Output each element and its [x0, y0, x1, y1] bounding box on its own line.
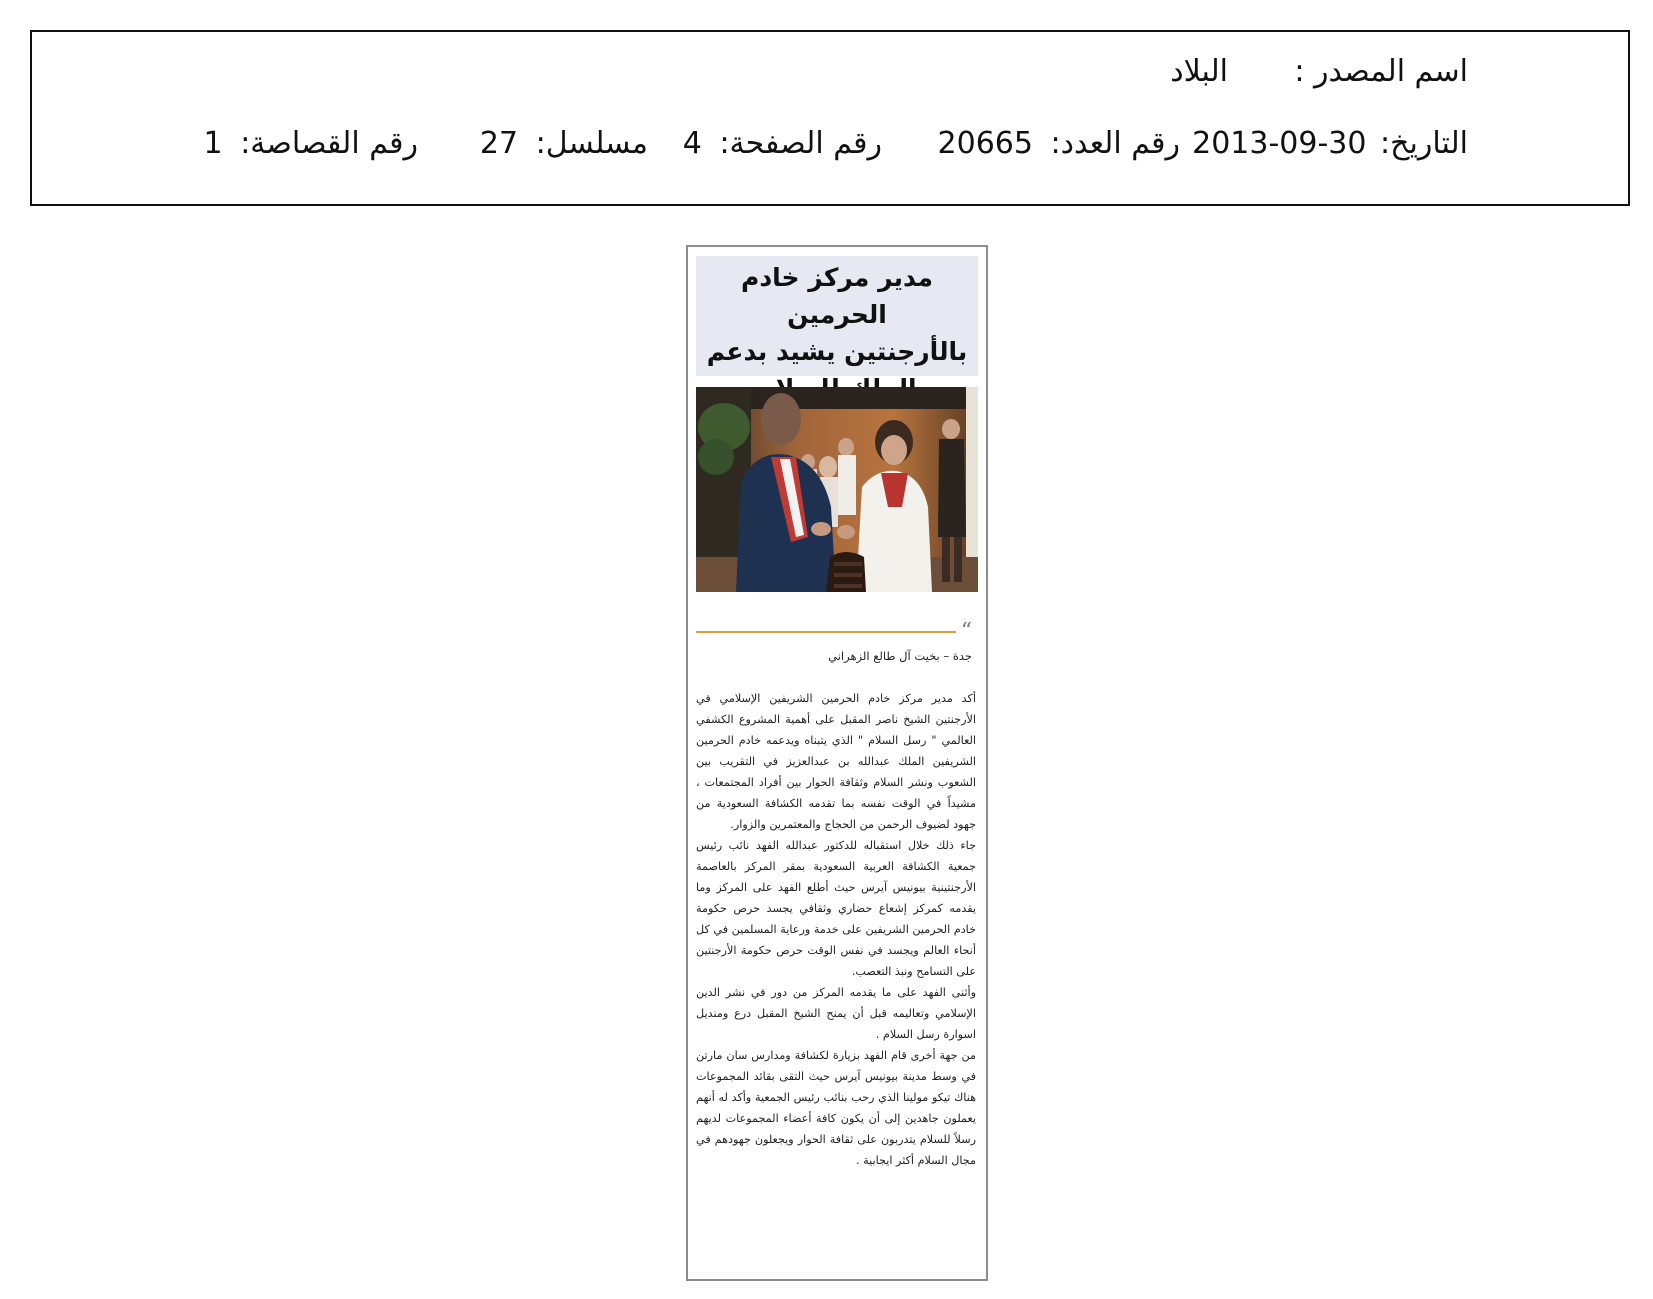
issue-value: 20665 — [937, 126, 1033, 161]
headline-line-2: بالأرجنتين يشيد بدعم — [706, 337, 968, 366]
article-paragraph: من جهة أخرى قام الفهد بزيارة لكشافة ومدارس سان مارتن في وسط مدينة بيونيس آيرس حيث التقى بقائد المجموعات هناك تيكو مولينا الذي رحب بنائب رئيس الجمعية وأكد له أنهم يعملون جاهدين إلى أن يكون كافة أعضاء المجموعات لديهم رسلاً للسلام يتدربون على ثقافة الحوار ويجعلون جهودهم في مجال السلام أكثر ايجابية . — [696, 1049, 976, 1167]
issue-field — [938, 126, 1180, 161]
serial-field — [480, 126, 648, 161]
article-body — [696, 688, 976, 1171]
article-paragraph: جاء ذلك خلال استقباله للدكتور عبدالله الفهد نائب رئيس جمعية الكشافة العربية السعودية بمقر المركز بالعاصمة الأرجنتينية بيونيس آيرس حيث أطلع الفهد على المركز وما يقدمه كمركز إشعاع حضاري وثقافي يجسد حرص حكومة خادم الحرمين الشريفين على خدمة ورعاية المسلمين في كل أنحاء العالم ويجسد في نفس الوقت حرص حكومة الأرجنتين على التسامح ونبذ التعصب. — [696, 839, 976, 978]
clipping-value: 1 — [203, 126, 223, 161]
date-value: 2013-09-30 — [1192, 126, 1367, 161]
page-field — [683, 126, 882, 161]
serial-label: مسلسل: — [535, 126, 648, 161]
article-photo — [696, 387, 978, 592]
article-paragraph: وأثنى الفهد على ما يقدمه المركز من دور في نشر الدين الإسلامي وتعاليمه قبل أن يمنح الشيخ المقبل درع ومنديل اسوارة رسل السلام . — [696, 986, 976, 1041]
clipping-field — [204, 126, 418, 161]
page-value: 4 — [682, 126, 702, 161]
newspaper-clipping — [686, 245, 988, 1281]
source-label: اسم المصدر : — [1294, 54, 1468, 89]
photo-illustration — [696, 387, 978, 592]
source-value: البلاد — [1170, 54, 1228, 89]
headline-line-1: مدير مركز خادم الحرمين — [741, 263, 933, 329]
clipping-info-box — [30, 30, 1630, 206]
serial-value: 27 — [479, 126, 519, 161]
divider-rule — [696, 631, 956, 633]
issue-label: رقم العدد: — [1050, 126, 1180, 161]
clipping-label: رقم القصاصة: — [240, 126, 418, 161]
article-paragraph: أكد مدير مركز خادم الحرمين الشريفين الإسلامي في الأرجنتين الشيخ ناصر المقبل على أهمية المشروع الكشفي العالمي " رسل السلام " الذي يتبناه ويدعمه خادم الحرمين الشريفين الملك عبدالله بن عبدالعزيز في التقريب بين الشعوب ونشر السلام وثقافة الحوار بين أفراد المجتمعات ، مشيداً في الوقت نفسه بما تقدمه الكشافة السعودية من جهود لضيوف الرحمن من الحجاج والمعتمرين والزوار. — [696, 692, 976, 831]
article-byline: جدة – بخيت آل طالع الزهراني — [828, 649, 972, 663]
date-label: التاريخ: — [1380, 126, 1468, 161]
article-headline — [696, 256, 978, 376]
page-label: رقم الصفحة: — [719, 126, 882, 161]
date-field — [1192, 126, 1468, 161]
quote-mark: “ — [960, 619, 972, 644]
